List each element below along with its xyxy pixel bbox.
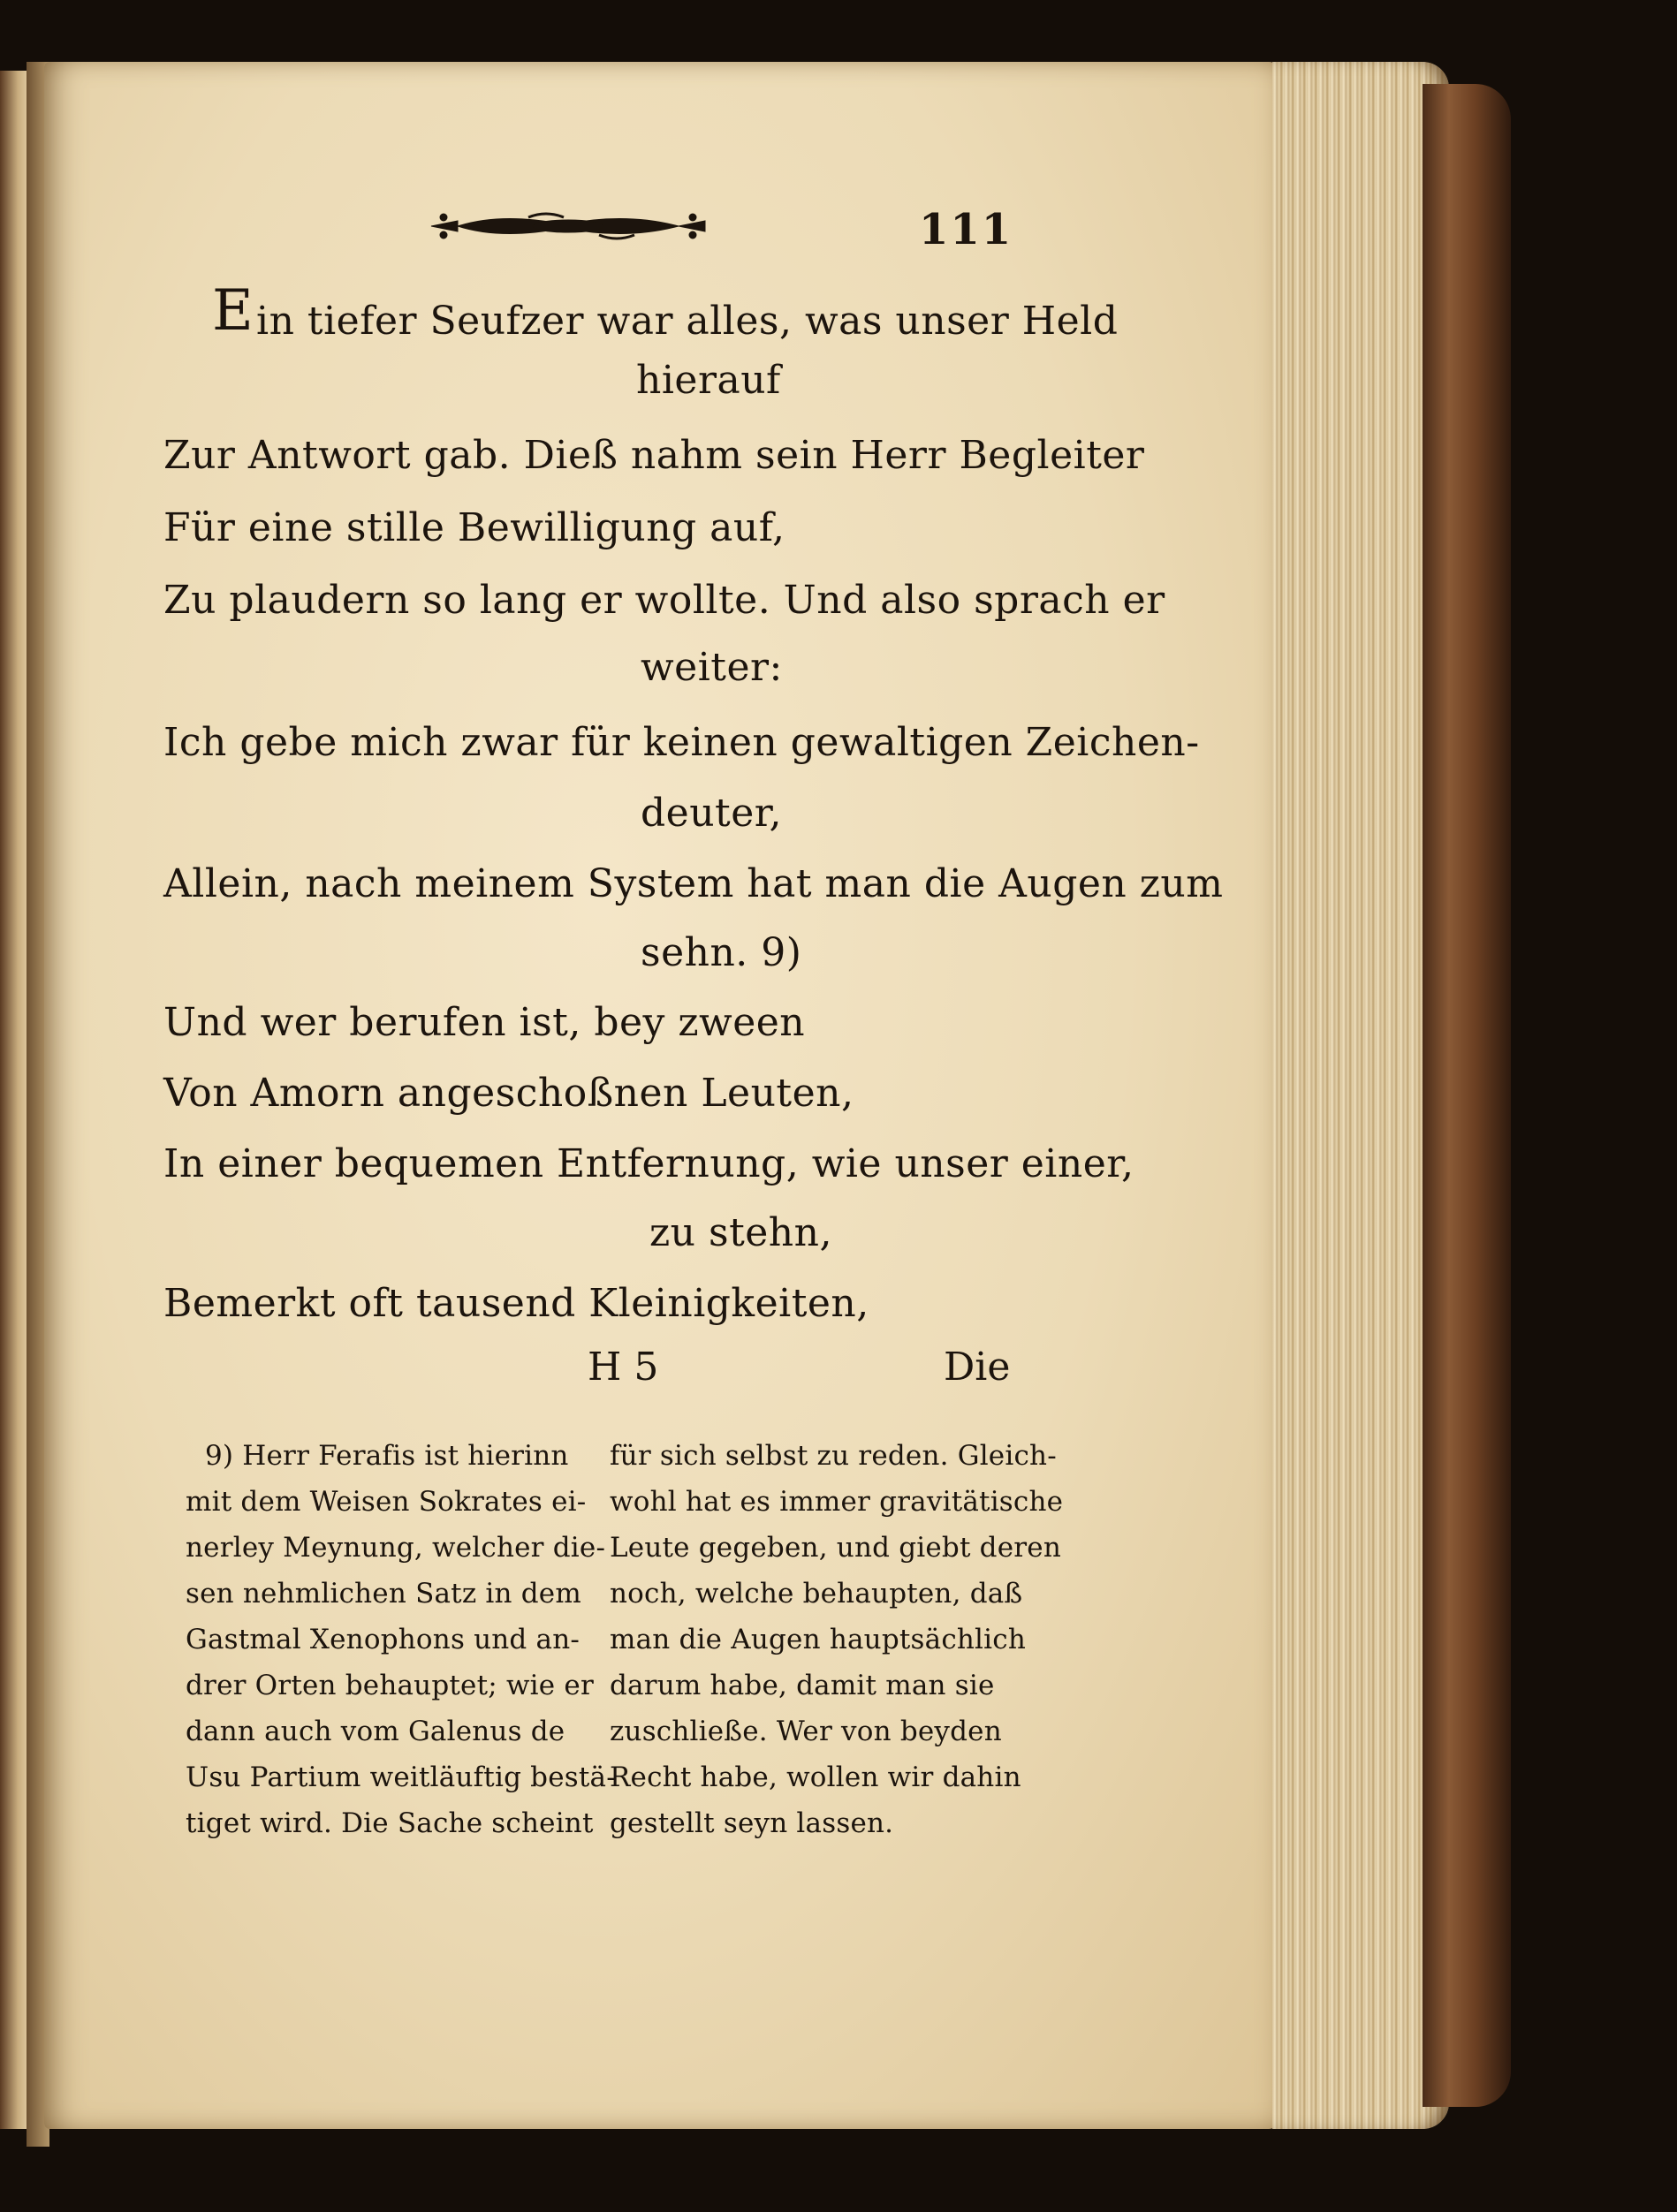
footnote-line: man die Augen hauptsächlich — [610, 1624, 1027, 1655]
footnote-line: Gastmal Xenophons und an- — [186, 1624, 580, 1655]
footnote-line: tiget wird. Die Sache scheint — [186, 1807, 594, 1839]
footnote-line: sen nehmlichen Satz in dem — [186, 1578, 581, 1610]
verse-line-13: In einer bequemen Entfernung, wie unser einer, — [163, 1141, 1134, 1186]
verse-line-4: Für eine stille Bewilligung auf, — [163, 505, 785, 550]
verse-line-5: Zu plaudern so lang er wollte. Und also sprach er — [163, 578, 1165, 623]
page-number: 111 — [919, 205, 1013, 254]
verse-line-14: zu stehn, — [649, 1210, 832, 1255]
verse-line-11: Und wer berufen ist, bey zween — [163, 1000, 806, 1045]
footnote-line: für sich selbst zu reden. Gleich- — [610, 1440, 1057, 1472]
verse-line-7: Ich gebe mich zwar für keinen gewaltigen Zeichen- — [163, 720, 1200, 765]
verse-line-15: Bemerkt oft tausend Kleinigkeiten, — [163, 1281, 869, 1326]
footnote-line: dann auch vom Galenus de — [186, 1716, 565, 1747]
verse-line-12: Von Amorn angeschoßnen Leuten, — [163, 1071, 854, 1116]
verse-line-10: sehn. 9) — [641, 930, 802, 975]
footnote-line: Usu Partium weitläuftig bestä- — [186, 1761, 616, 1793]
footnote-line: drer Orten behauptet; wie er — [186, 1670, 594, 1701]
verse-line-1: in tiefer Seufzer war alles, was unser Held — [256, 299, 1119, 344]
catchword: Die — [944, 1345, 1011, 1390]
signature-mark: H 5 — [588, 1345, 659, 1390]
previous-page-edge — [0, 71, 30, 2129]
footnote-line: darum habe, damit man sie — [610, 1670, 995, 1701]
footnote-line: 9) Herr Ferafis ist hierinn — [205, 1440, 569, 1472]
verse-line-3: Zur Antwort gab. Dieß nahm sein Herr Begleiter — [163, 433, 1145, 478]
footnote-line: zuschließe. Wer von beyden — [610, 1716, 1002, 1747]
footnote-line: nerley Meynung, welcher die- — [186, 1532, 606, 1564]
footnote-line: Leute gegeben, und giebt deren — [610, 1532, 1062, 1564]
footnote-line: Recht habe, wollen wir dahin — [610, 1761, 1021, 1793]
footnote-line: mit dem Weisen Sokrates ei- — [186, 1486, 587, 1518]
verse-line-6: weiter: — [641, 645, 783, 690]
headpiece-ornament-icon — [422, 205, 714, 247]
footnote-line: gestellt seyn lassen. — [610, 1807, 894, 1839]
verse-line-8: deuter, — [641, 791, 782, 836]
drop-initial: E — [212, 278, 254, 344]
verse-line-9: Allein, nach meinem System hat man die Augen zum — [163, 861, 1224, 906]
footnote-line: noch, welche behaupten, daß — [610, 1578, 1023, 1610]
verse-line-2: hierauf — [636, 358, 781, 403]
book-cover-edge — [1423, 84, 1511, 2107]
footnote-line: wohl hat es immer gravitätische — [610, 1486, 1064, 1518]
